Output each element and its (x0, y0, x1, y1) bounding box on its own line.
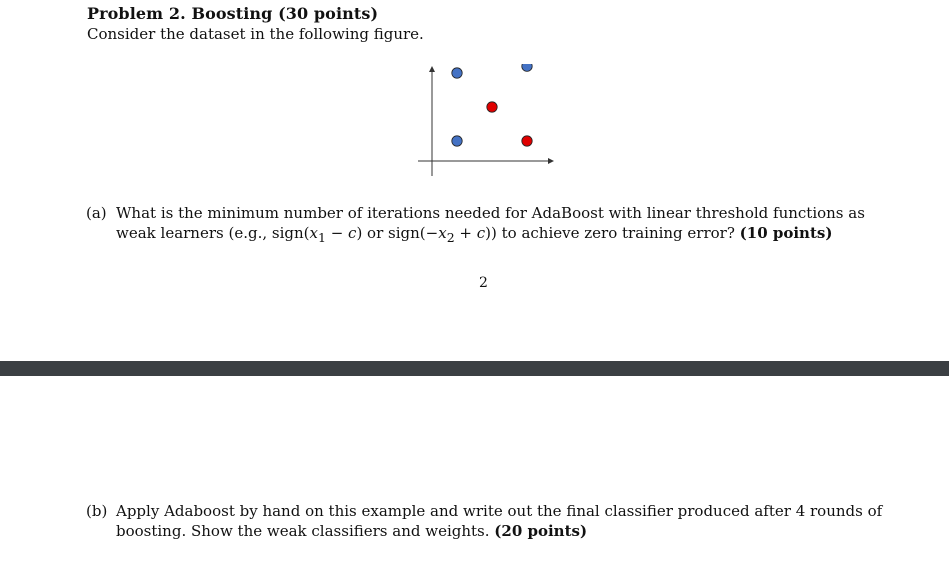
math-c: c (348, 224, 357, 242)
part-b-points: (20 points) (494, 522, 588, 540)
problem-title: Problem 2. Boosting (30 points) (87, 4, 379, 23)
data-points (452, 64, 532, 146)
part-a-text-3: ) or sign(− (356, 224, 439, 242)
part-a (86, 203, 906, 248)
math-x: x (309, 224, 318, 242)
math-subscript-1: 1 (317, 230, 326, 245)
part-b (86, 501, 906, 541)
math-c: c (476, 224, 486, 242)
data-point-blue-2 (522, 64, 532, 71)
part-a-label: (a) (86, 204, 107, 222)
part-a-text-2: − (325, 224, 349, 242)
math-subscript-2: 2 (446, 230, 455, 245)
data-point-red-3 (487, 102, 497, 112)
part-b-label: (b) (86, 502, 108, 520)
part-b-question (116, 501, 906, 541)
part-b-text: Apply Adaboost by hand on this example and write out the final classifier produced after 4 rounds of boosting. Show the weak classifiers and weights. (116, 502, 883, 540)
math-x: x (438, 224, 447, 242)
problem-intro: Consider the dataset in the following figure. (87, 25, 424, 43)
dataset-figure (415, 64, 560, 179)
part-a-text-5: )) to achieve zero training error? (485, 224, 735, 242)
part-a-text-1: What is the minimum number of iterations needed for AdaBoost with linear threshold functions as weak learners (e.g., sign( (116, 204, 865, 242)
data-point-blue-1 (452, 68, 462, 78)
data-point-blue-4 (452, 136, 462, 146)
page-separator (0, 361, 949, 376)
part-a-text-4: + (454, 224, 477, 242)
data-point-red-5 (522, 136, 532, 146)
part-a-question (116, 203, 906, 248)
page-number: 2 (479, 275, 488, 291)
part-a-points: (10 points) (739, 224, 833, 242)
